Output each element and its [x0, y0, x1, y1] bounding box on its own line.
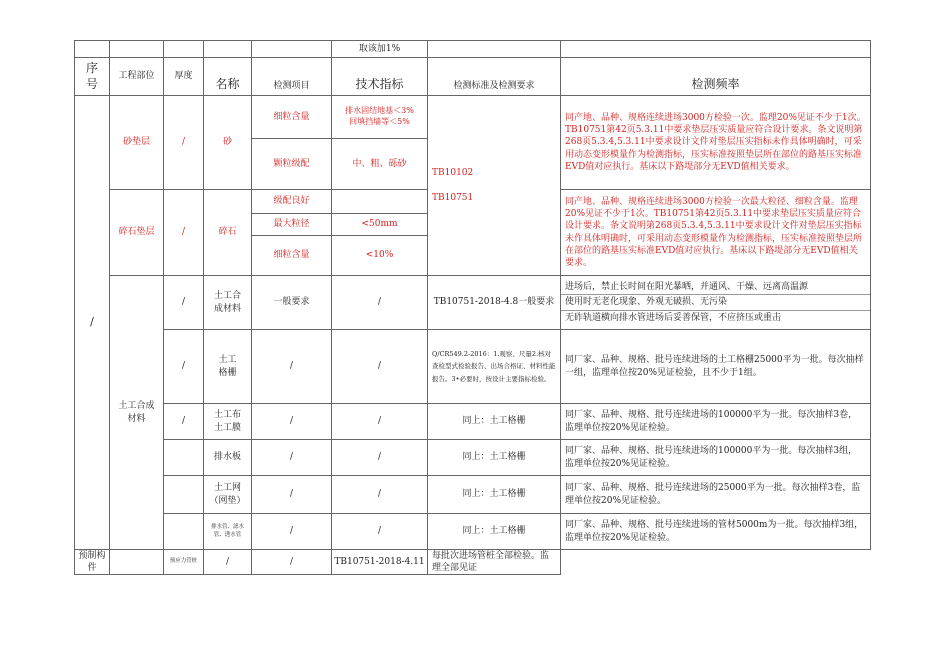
- header-seq: 序号: [75, 58, 110, 96]
- geo-grid-index: /: [332, 330, 428, 404]
- geo-grid-standard: Q/CR549.2-2016：1.观察、尺量2.核对查检型式检验报告、出场合格证、材料性能报告。3•必要时，按设计主要指标检验。: [428, 330, 561, 404]
- geo-drain-standard: 同上：土工格栅: [428, 440, 561, 476]
- geo-net-index: /: [332, 476, 428, 514]
- sand-gravel-standard: TB10102 TB10751: [428, 96, 561, 276]
- geo-drain-item: /: [252, 440, 332, 476]
- geo-general-thickness: /: [164, 276, 204, 330]
- geo-pipe-row: [75, 514, 871, 550]
- geo-grid-name: 土工 格栅: [204, 330, 252, 404]
- gravel-index-2: <50mm: [332, 214, 428, 236]
- inspection-table: [74, 40, 871, 575]
- precast-index: /: [252, 550, 332, 575]
- geo-cloth-standard: 同上：土工格栅: [428, 404, 561, 440]
- sand-name: 砂: [204, 96, 252, 190]
- precast-row: [75, 550, 871, 575]
- sand-part: 砂垫层: [110, 96, 164, 190]
- precast-frequency: 每批次进场管桩全部检验。监理全部见证: [428, 550, 561, 575]
- precast-name: 预应力管桩: [164, 550, 204, 575]
- geo-general-row: [75, 276, 871, 330]
- geo-grid-frequency: 同厂家、品种、规格、批号连续进场的土工格栅25000平为一批。每次抽样一组，监理单位按20%见证检验，且不少于1组。: [561, 330, 871, 404]
- geo-net-standard: 同上：土工格栅: [428, 476, 561, 514]
- sand-thickness: /: [164, 96, 204, 190]
- gravel-frequency: 同产地、品种、规格连续进场3000方检验一次最大粒径、细粒含量。监理20%见证不少于1次。TB10751第42页5.3.11中要求垫层压实质量应符合设计要求。条文说明第268页5.3.4,5.3.11中要求设计文件对垫层压实指标未作具体明确时，可采用动态变形模量作为检测指标，压实标准按照垫层所在部位的路基压实标准EVD值对应执行。基床以下路堤部分无EVD值相关要求。: [561, 190, 871, 276]
- geo-net-row: [75, 476, 871, 514]
- geo-pipe-thickness: [164, 514, 204, 550]
- geo-general-name: 土工合 成材料: [204, 276, 252, 330]
- header-part: 工程部位: [110, 58, 164, 96]
- top-note-row: [75, 41, 871, 58]
- geo-general-item: 一般要求: [252, 276, 332, 330]
- geo-pipe-item: /: [252, 514, 332, 550]
- header-thickness: 厚度: [164, 58, 204, 96]
- header-row: [75, 58, 871, 96]
- geo-general-standard: TB10751-2018-4.8一般要求: [428, 276, 561, 330]
- header-item: 检测项目: [252, 58, 332, 96]
- precast-standard: TB10751-2018-4.11: [332, 550, 428, 575]
- precast-thickness: [110, 550, 164, 575]
- header-standard: 检测标准及检测要求: [428, 58, 561, 96]
- geo-drain-frequency: 同厂家、品种、规格、批号连续进场的100000平为一批。每次抽样3组，监理单位按20%见证检验。: [561, 440, 871, 476]
- geo-drain-thickness: [164, 440, 204, 476]
- geo-pipe-name: 排水管、滤水管、透水管: [204, 514, 252, 550]
- geo-drain-row: [75, 440, 871, 476]
- precast-part: 预制构件: [75, 550, 110, 575]
- gravel-name: 碎石: [204, 190, 252, 276]
- sand-row-1: [75, 96, 871, 139]
- geo-pipe-frequency: 同厂家、品种、规格、批号连续进场的管材5000m为一批。每次抽样3组，监理单位按20%见证检验。: [561, 514, 871, 550]
- header-name: 名称: [204, 58, 252, 96]
- sand-frequency: 同产地、品种、规格连续进场3000方检验一次。监理20%见证不少于1次。TB10751第42页5.3.11中要求垫层压实质量应符合设计要求。条文说明第268页5.3.4,5.3.11中要求设计文件对垫层压实指标未作具体明确时，可采用动态变形模量作为检测指标，压实标准按照垫层所在部位的路基压实标准EVD值对应执行。基床以下路堤部分无EVD值相关要求。: [561, 96, 871, 190]
- geo-general-freq-line-3: 无砟轨道横向排水管进场后妥善保管，不应挤压或重击: [565, 312, 782, 323]
- gravel-thickness: /: [164, 190, 204, 276]
- sand-item-2: 颗粒级配: [252, 139, 332, 190]
- geo-cloth-index: /: [332, 404, 428, 440]
- geo-cloth-row: [75, 404, 871, 440]
- geo-part: 土工合成 材料: [110, 276, 164, 550]
- geo-cloth-frequency: 同厂家、品种、规格、批号连续进场的100000平为一批。每次抽样3卷，监理单位按20%见证检验。: [561, 404, 871, 440]
- header-index: 技术指标: [332, 58, 428, 96]
- geo-net-item: /: [252, 476, 332, 514]
- sand-index-2: 中、粗、砾砂: [332, 139, 428, 190]
- geo-general-freq-line-2: 使用时无老化现象、外观无破损、无污染: [561, 295, 870, 310]
- sand-index-1: 排水固结地基＜3% 回填挡墙等＜5%: [332, 96, 428, 139]
- gravel-item-2: 最大粒径: [252, 214, 332, 236]
- geo-net-thickness: [164, 476, 204, 514]
- geo-drain-name: 排水板: [204, 440, 252, 476]
- geo-pipe-standard: 同上：土工格栅: [428, 514, 561, 550]
- geo-drain-index: /: [332, 440, 428, 476]
- geo-general-freq-line-1: 进场后，禁止长时间在阳光暴晒，并通风、干燥、远离高温源: [561, 280, 870, 295]
- gravel-index-3: <10%: [332, 236, 428, 276]
- geo-general-index: /: [332, 276, 428, 330]
- gravel-part: 碎石垫层: [110, 190, 164, 276]
- seq-cell: /: [75, 96, 110, 550]
- geo-cloth-thickness: /: [164, 404, 204, 440]
- geo-general-frequency: [561, 276, 871, 330]
- sand-item-1: 细粒含量: [252, 96, 332, 139]
- geo-cloth-name: 土工布 土工膜: [204, 404, 252, 440]
- geo-grid-thickness: /: [164, 330, 204, 404]
- geo-net-name: 土工网 （网垫）: [204, 476, 252, 514]
- geo-grid-row: [75, 330, 871, 404]
- gravel-item-1: 级配良好: [252, 190, 332, 214]
- geo-cloth-item: /: [252, 404, 332, 440]
- geo-pipe-index: /: [332, 514, 428, 550]
- precast-item: /: [204, 550, 252, 575]
- header-frequency: 检测频率: [561, 58, 871, 96]
- geo-net-frequency: 同厂家、品种、规格、批号连续进场的25000平为一批。每次抽样3卷，监理单位按20%见证检验。: [561, 476, 871, 514]
- gravel-item-3: 细粒含量: [252, 236, 332, 276]
- gravel-index-1: [332, 190, 428, 214]
- top-note: 取该加1%: [332, 41, 428, 58]
- geo-grid-item: /: [252, 330, 332, 404]
